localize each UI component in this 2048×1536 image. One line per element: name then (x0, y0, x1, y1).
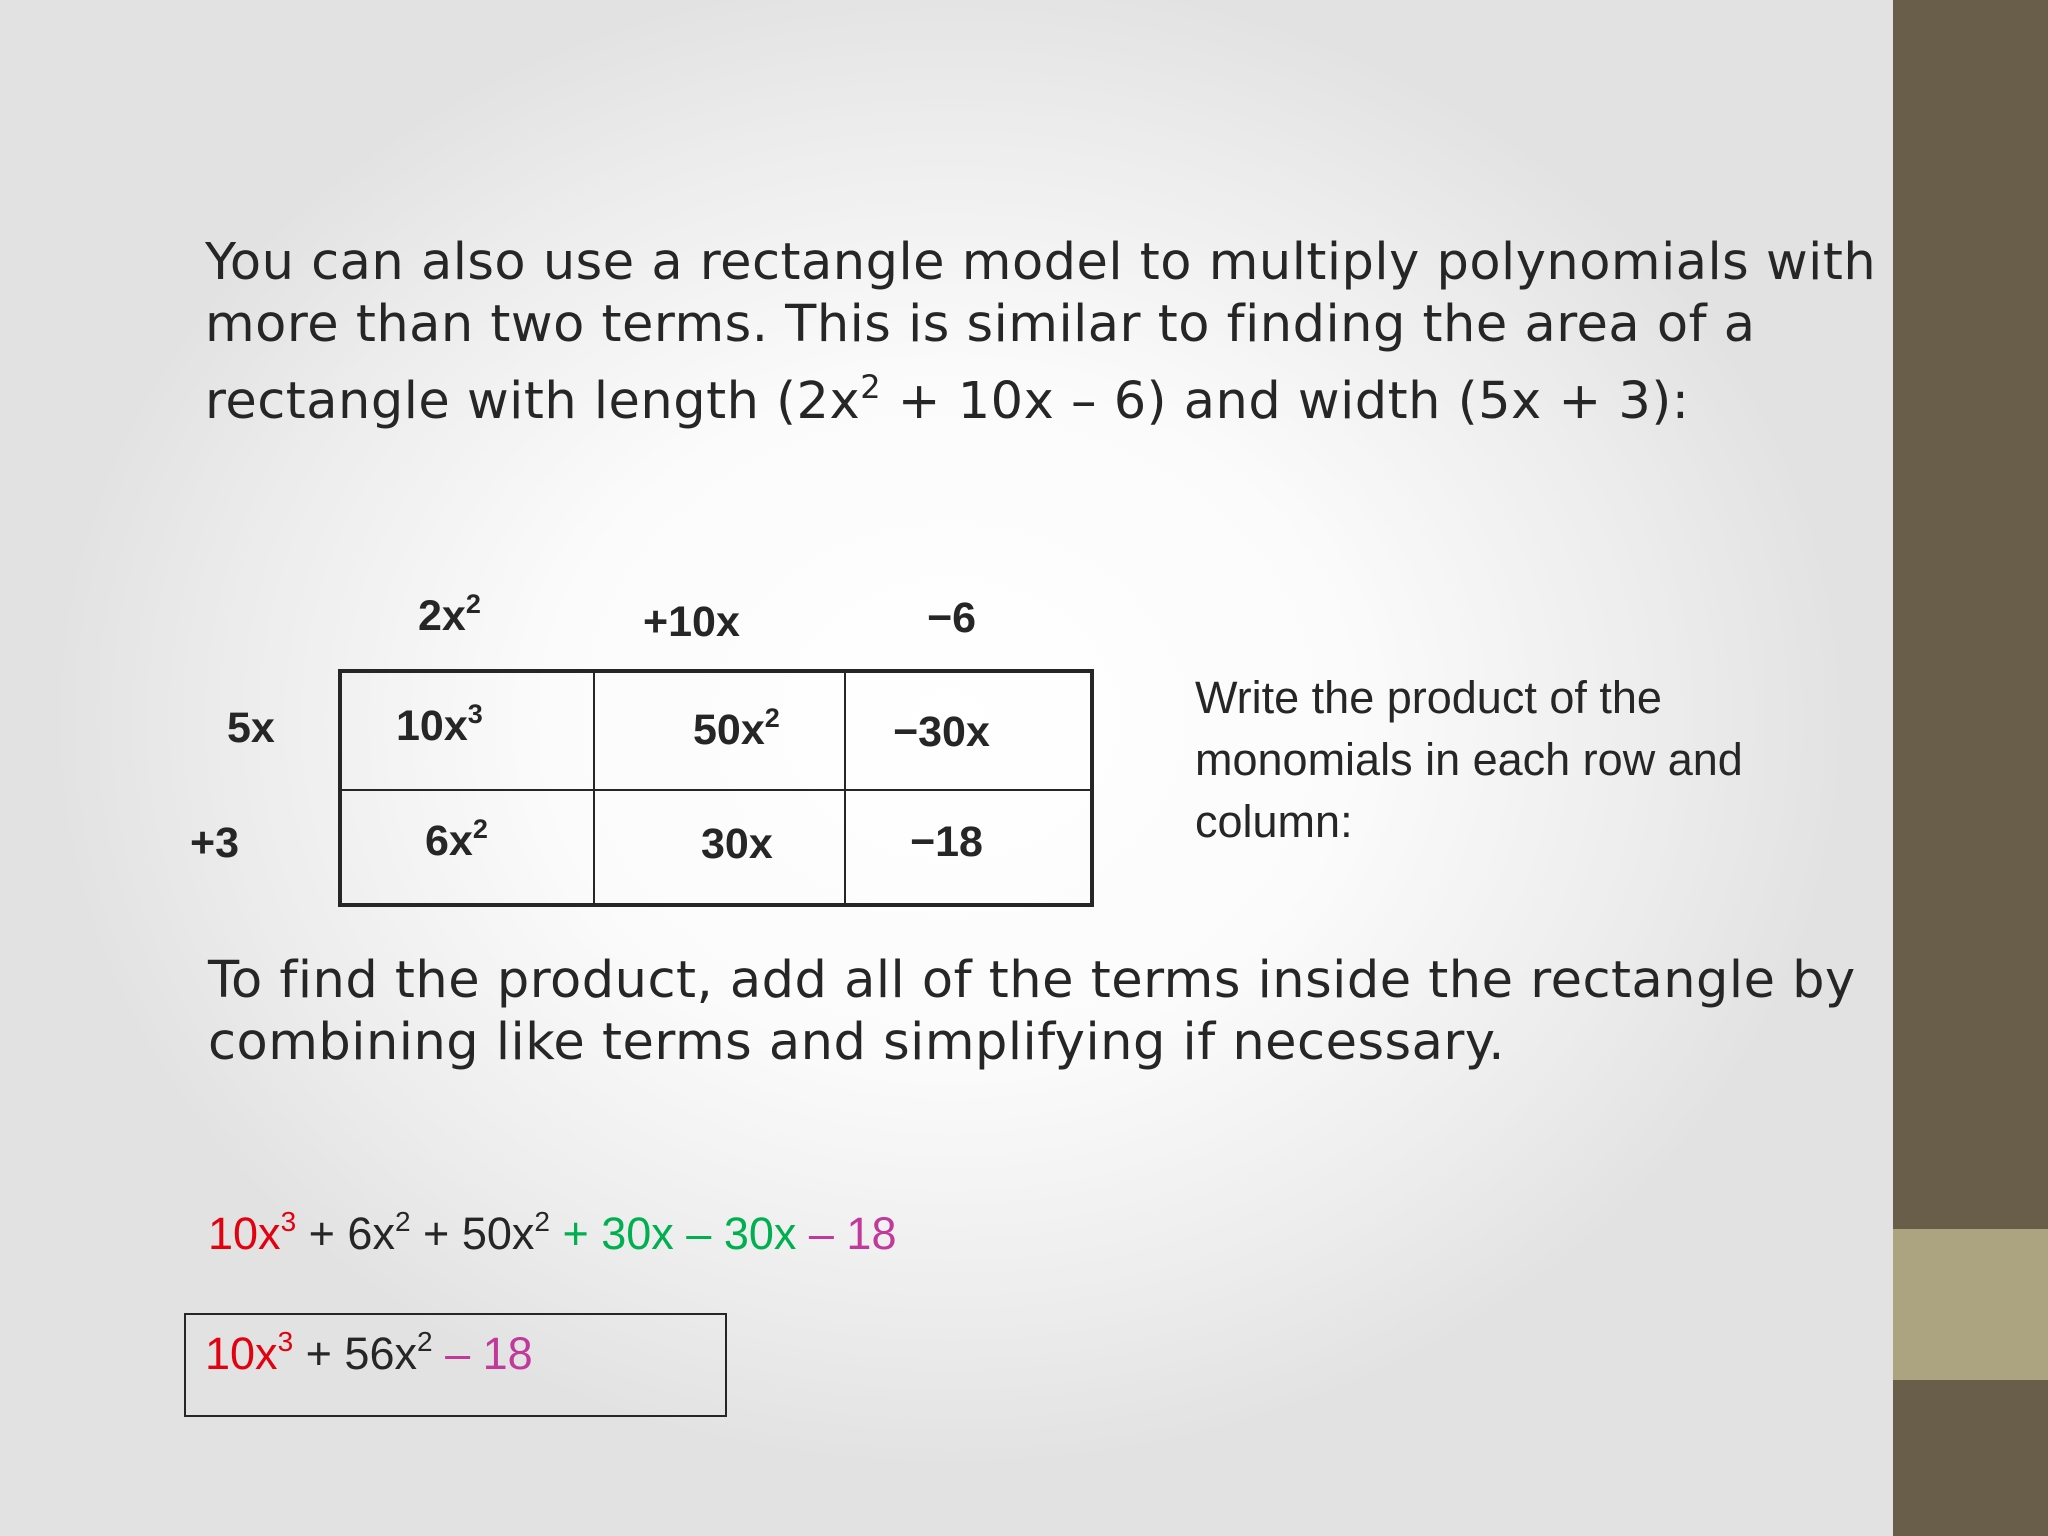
grid-cell-r1-c1: $10x^3$ (396, 699, 483, 750)
term-6x2: + 6x (296, 1208, 395, 1259)
column-header-10x: +10x (643, 598, 740, 646)
final-answer: $10x^3 + 56x^2 - 18$ (205, 1326, 533, 1379)
grid-divider-vertical-2 (844, 673, 846, 903)
sidebar-accent-block (1893, 1229, 2048, 1380)
row-label-plus3: +3 (190, 819, 240, 867)
term-50x2: + 50x (410, 1208, 535, 1259)
term-linear: + 30x – 30x (549, 1208, 797, 1259)
answer-term-56x2: + 56x (293, 1328, 417, 1379)
intro-exponent: 2 (860, 368, 882, 406)
intro-paragraph (205, 232, 1885, 433)
grid-divider-horizontal (342, 789, 1090, 791)
grid-cell-r1-c3: −30x (893, 708, 990, 756)
grid-divider-vertical-1 (593, 673, 595, 903)
term-constant: – 18 (796, 1208, 897, 1259)
intro-text-part1: You can also use a rectangle model to multiply polynomials with more than two terms. This is similar to finding the area of a rectangle with length (2x (205, 233, 1877, 431)
answer-term-constant: – 18 (432, 1328, 533, 1379)
column-header-minus6: −6 (927, 594, 977, 642)
conclusion-paragraph: To find the product, add all of the terms inside the rectangle by combining like terms and simplifying if necessary. (208, 951, 1856, 1072)
grid-cell-r2-c1: $6x^2$ (425, 814, 488, 865)
grid-cell-r2-c3: −18 (910, 818, 983, 866)
term-cubic: 10x (208, 1208, 281, 1259)
instruction-note: Write the product of the monomials in each row and column: (1195, 672, 1743, 847)
intro-text-part2: + 10x – 6) and width (5x + 3): (881, 372, 1690, 431)
answer-term-cubic: 10x (205, 1328, 278, 1379)
column-header-2x2: $2x^2$ (418, 589, 481, 640)
sum-expression: $10x^3 + 6x^2 + 50x^2 + 30x - 30x - 18$ (208, 1206, 897, 1259)
grid-cell-r2-c2: 30x (701, 820, 773, 868)
row-label-5x: 5x (227, 704, 275, 752)
grid-cell-r1-c2: $50x^2$ (693, 703, 780, 754)
